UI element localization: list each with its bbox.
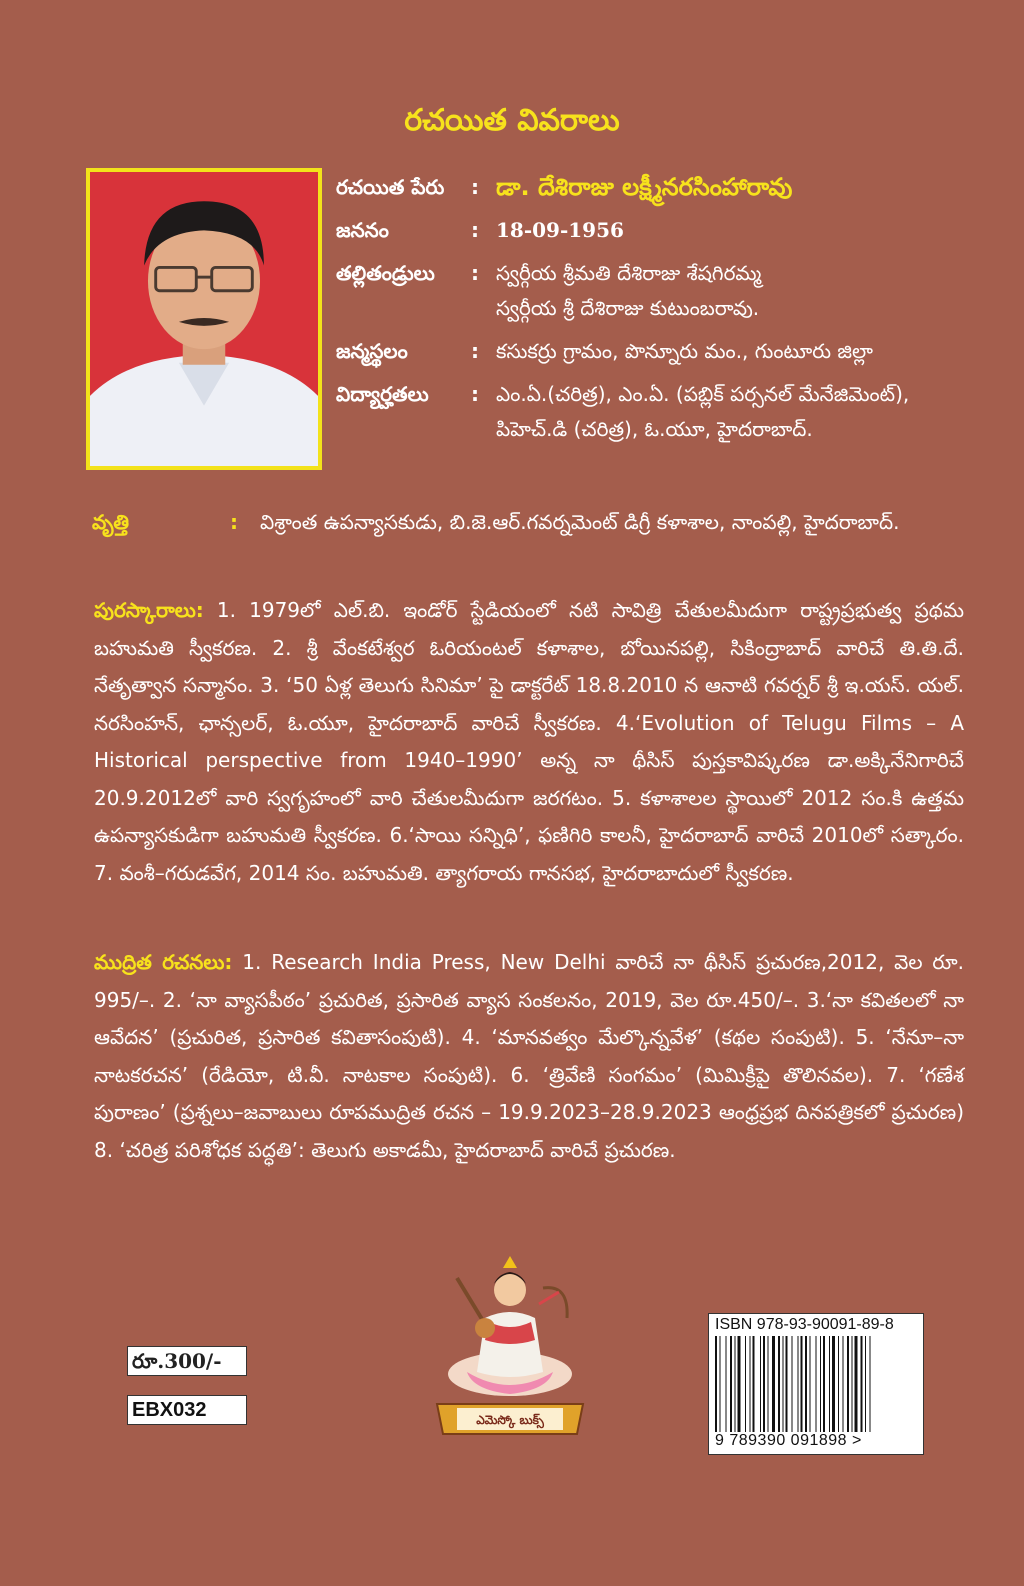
colon: : bbox=[471, 261, 479, 285]
author-birth-row bbox=[336, 213, 966, 248]
awards-text: 1. 1979లో ఎల్.బి. ఇండోర్ స్టేడియంలో నటి సావిత్రి చేతులమీదుగా రాష్ట్రప్రభుత్వ ప్రథమ బహుమతి స్వీకరణ. 2. శ్రీ వేంకటేశ్వర ఓరియంటల్ కళాశాల, బోయినపల్లి, సికింద్రాబాద్ వారిచే తి.తి.దే. నేతృత్వాన సన్మానం. 3. ‘50 ఏళ్ల తెలుగు సినిమా’ పై డాక్టరేట్ 18.8.2010 న ఆనాటి గవర్నర్ శ్రీ ఇ.యస్. యల్. నరసింహన్, ఛాన్సలర్, ఓ.యూ, హైదరాబాద్ వారిచే స్వీకరణ. 4.‘Evolution of Telugu Films – A Historical perspective from 1940–1990’ అన్న నా థీసిస్ పుస్తకావిష్కరణ డా.అక్కినేనిగారిచే 20.9.2012లో వారి స్వగృహంలో వారి చేతులమీదుగా జరగటం. 5. కళాశాలల స్థాయిలో 2012 సం.కి ఉత్తమ ఉపన్యాసకుడిగా బహుమతి స్వీకరణ. 6.‘సాయి సన్నిధి’, ఫణిగిరి కాలనీ, హైదరాబాద్ వారిచే 2010లో సత్కారం. 7. వంశీ–గరుడవేగ, 2014 సం. బహుమతి. త్యాగరాయ గానసభ, హైదరాబాదులో స్వీకరణ. bbox=[94, 598, 964, 885]
colon: : bbox=[471, 382, 479, 406]
colon: : bbox=[471, 218, 479, 242]
page-heading: రచయిత వివరాలు bbox=[404, 103, 620, 138]
author-education-row bbox=[336, 377, 966, 447]
author-name-row bbox=[336, 170, 966, 205]
author-name: డా. దేశిరాజు లక్ష్మీనరసింహారావు bbox=[496, 173, 793, 201]
author-birthplace: కసుకర్రు గ్రామం, పొన్నూరు మం., గుంటూరు జిల్లా bbox=[496, 339, 873, 363]
colon: : bbox=[471, 175, 479, 199]
isbn-number: ISBN 978-93-90091-89-8 bbox=[715, 1316, 894, 1333]
author-photo bbox=[86, 168, 322, 470]
author-mother: స్వర్గీయ శ్రీమతి దేశిరాజు శేషగిరమ్మ bbox=[496, 261, 762, 285]
publisher-logo bbox=[427, 1248, 593, 1444]
author-father: స్వర్గీయ శ్రీ దేశిరాజు కుటుంబరావు. bbox=[496, 296, 760, 320]
price-amount: 300/- bbox=[164, 1349, 222, 1373]
author-birthplace-row bbox=[336, 334, 966, 369]
publications-paragraph bbox=[94, 944, 964, 1169]
awards-label: పురస్కారాలు: bbox=[94, 598, 204, 622]
author-education-label: విద్యార్హతలు bbox=[336, 382, 429, 406]
author-parents-label: తల్లితండ్రులు bbox=[336, 261, 435, 285]
colon: : bbox=[471, 339, 479, 363]
awards-paragraph bbox=[94, 592, 964, 892]
publisher-name: ఎమెస్కో బుక్స్ bbox=[476, 1413, 544, 1427]
profession-text: విశ్రాంత ఉపన్యాసకుడు, బి.జె.ఆర్.గవర్నమెంట్ డిగ్రీ కళాశాల, నాంపల్లి, హైదరాబాద్. bbox=[260, 510, 900, 534]
author-name-label: రచయిత పేరు bbox=[336, 175, 445, 199]
book-code: EBX032 bbox=[132, 1399, 207, 1421]
profession-row bbox=[92, 504, 962, 540]
author-birth-label: జననం bbox=[336, 218, 389, 242]
publications-label: ముద్రిత రచనలు: bbox=[94, 950, 233, 974]
barcode-bars bbox=[715, 1336, 917, 1432]
colon: : bbox=[230, 510, 238, 534]
author-birth-date: 18-09-1956 bbox=[496, 218, 624, 242]
book-code-box bbox=[127, 1395, 247, 1425]
isbn-barcode bbox=[708, 1313, 924, 1455]
profession-label: వృత్తి bbox=[92, 510, 129, 534]
price-prefix: రూ. bbox=[132, 1349, 165, 1373]
isbn-digits: 9 789390 091898 > bbox=[715, 1432, 862, 1449]
author-education: ఎం.ఏ.(చరిత్ర), ఎం.ఏ. (పబ్లిక్ పర్సనల్ మేనేజిమెంట్), పిహెచ్.డి (చరిత్ర), ఓ.యూ, హైదరాబాద్. bbox=[496, 382, 910, 441]
author-birthplace-label: జన్మస్థలం bbox=[336, 339, 408, 363]
author-details bbox=[336, 170, 966, 455]
author-parents-row bbox=[336, 256, 966, 326]
publications-text: 1. Research India Press, New Delhi వారిచే నా థీసిస్ ప్రచురణ,2012, వెల రూ. 995/–. 2. ‘నా వ్యాసపీఠం’ ప్రచురిత, ప్రసారిత వ్యాస సంకలనం, 2019, వెల రూ.450/–. 3.‘నా కవితలలో నా ఆవేదన’ (ప్రచురిత, ప్రసారిత కవితాసంపుటి). 4. ‘మానవత్వం మేల్కొన్నవేళ’ (కథల సంపుటి). 5. ‘నేనూ–నా నాటకరచన’ (రేడియో, టి.వీ. నాటకాల సంపుటి). 6. ‘త్రివేణి సంగమం’ (మిమిక్రీపై తొలినవల). 7. ‘గణేశ పురాణం’ (ప్రశ్నలు–జవాబులు రూపముద్రిత రచన – 19.9.2023–28.9.2023 ఆంధ్రప్రభ దినపత్రికలో ప్రచురణ) 8. ‘చరిత్ర పరిశోధక పద్ధతి’: తెలుగు అకాడమీ, హైదరాబాద్ వారిచే ప్రచురణ. bbox=[94, 950, 964, 1162]
price-box bbox=[127, 1346, 247, 1376]
